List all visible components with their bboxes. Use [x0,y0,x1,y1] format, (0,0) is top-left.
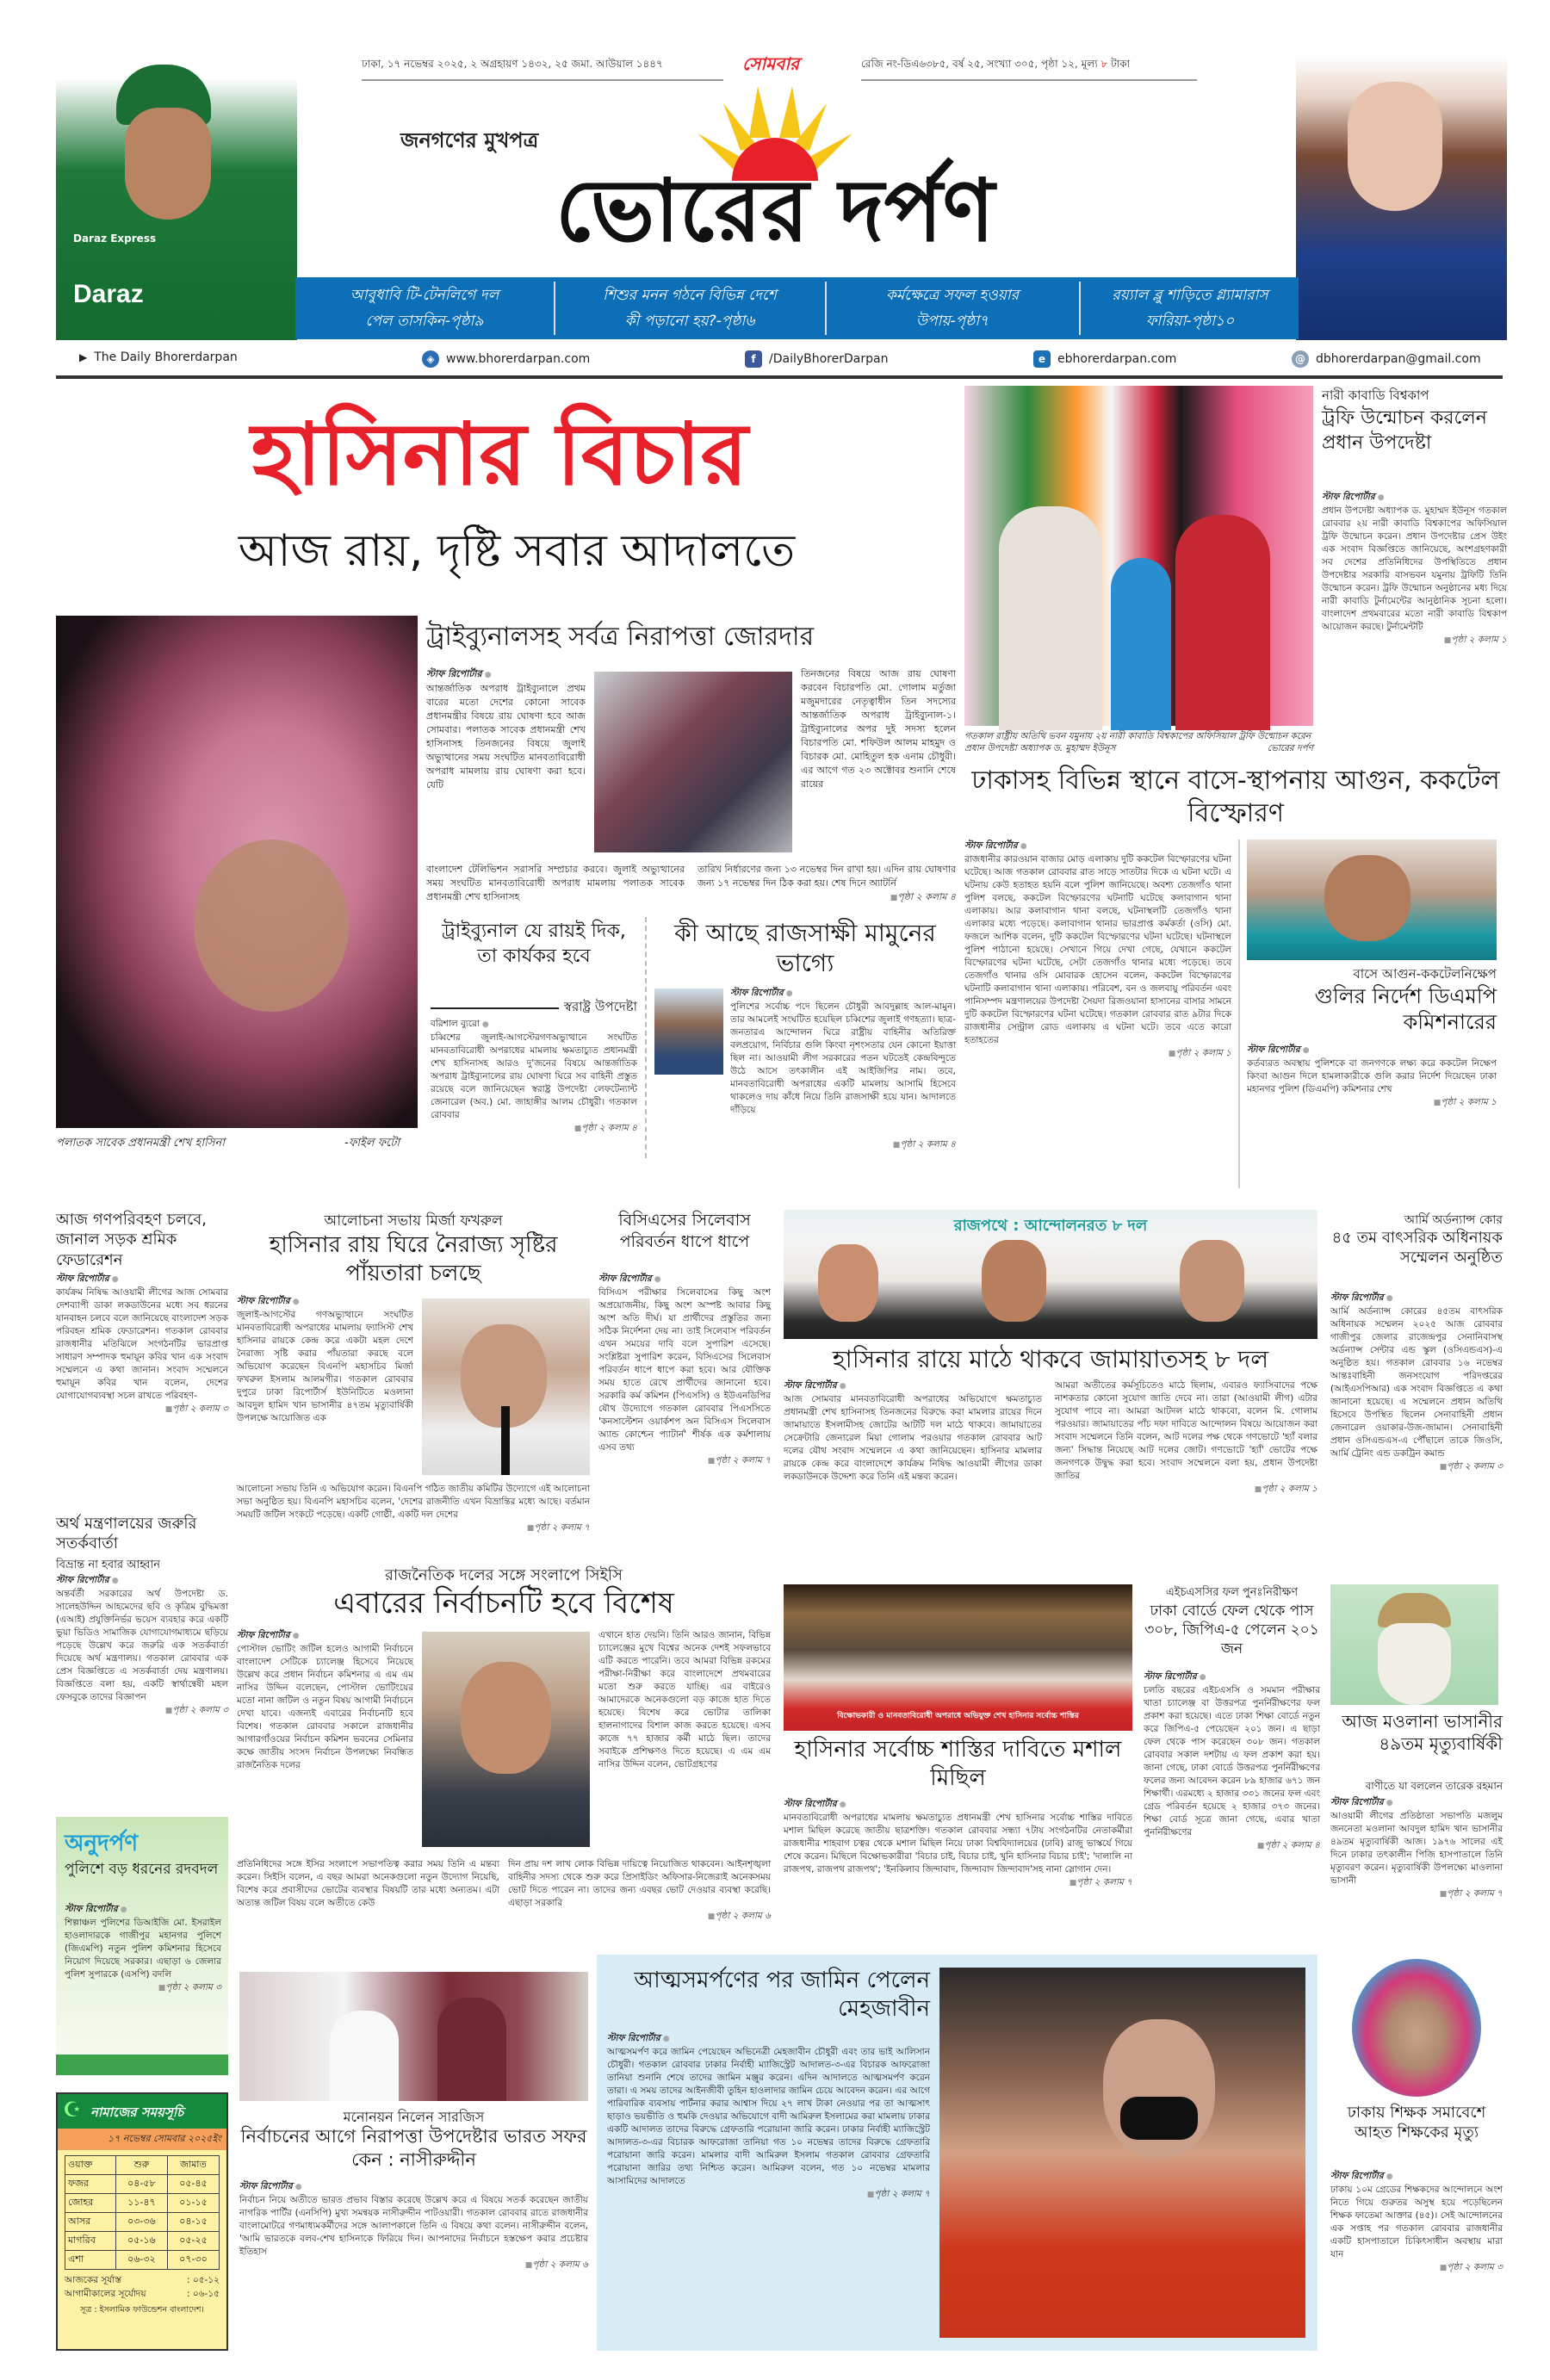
continued-link[interactable]: ■ পৃষ্ঠা ২ কলাম ১ [964,1047,1231,1061]
continued-link[interactable]: ■ পৃষ্ঠা ২ কলাম ৬ [508,1910,771,1924]
bcs-headline[interactable]: বিসিএসের সিলেবাস পরিবর্তন ধাপে ধাপে [618,1211,751,1251]
jamat-time: ০৫-৪৫ [167,2175,219,2194]
byline: স্টাফ রিপোর্টার ● [1330,1292,1503,1305]
election-bottom-right [508,1858,771,1936]
byline: স্টাফ রিপোর্টার ● [1144,1670,1320,1684]
email-icon: @ [1292,350,1309,368]
column-divider [1238,840,1240,1188]
lead-subhead: আজ রায়, দৃষ্টি সবার আদালতে [238,525,796,577]
caption-text: গতকাল রাষ্ট্রীয় অতিথি ভবন যমুনায় ২য় নারী কাবাডি বিশ্বকাপের অফিসিয়াল ট্রফি উন্মোচন করেন প্রধান উপদেষ্টা অধ্যাপক ড. মুহাম্মদ ইউনূস [964,731,1311,753]
security-col2 [801,667,956,861]
teaser-line: রয়্যাল ব্লু শাড়িতে গ্ল্যামারাস [1112,287,1268,304]
election-col1 [237,1629,413,1853]
byline: স্টাফ রিপোর্টার ● [1247,1044,1497,1057]
kabaddi-kicker: নারী কাবাডি বিশ্বকাপ [1322,387,1429,403]
arson-headline[interactable]: ঢাকাসহ বিভিন্ন স্থানে বাসে-স্থাপনায় আগুন, ককটেল বিস্ফোরণ [971,765,1500,828]
contact-facebook-text: /DailyBhorerDarpan [769,352,889,366]
hasina-photo-caption: পলাতক সাবেক প্রধানমন্ত্রী শেখ হাসিনা [56,1137,225,1150]
nasir-headline[interactable]: নির্বাচনের আগে নিরাপত্তা উপদেষ্টার ভারত সফর কেন : নাসীরুদ্দীন [240,2126,587,2171]
election-headline[interactable]: এবারের নির্বাচনটি হবে বিশেষ [333,1586,674,1621]
sarjis-nomination-photo [239,1972,588,2101]
contact-web-text: www.bhorerdarpan.com [446,352,591,366]
masthead-rule [56,375,1503,379]
jamat-time: ০১-১৫ [167,2194,219,2213]
hasina-photo [56,616,418,1128]
tribunal-body [431,1018,637,1156]
start-time: ০৪-৫৮ [115,2175,167,2194]
namaz-title: নামাজের সময়সূচি [90,2104,184,2120]
byline: স্টাফ রিপোর্টার ● [56,1574,228,1588]
kabaddi-headline[interactable]: ট্রফি উন্মোচন করলেন প্রধান উপদেষ্টা [1322,407,1487,454]
sunset-row [65,2273,220,2287]
continued-link[interactable]: ■ পৃষ্ঠা ২ কলাম ৩ [1330,2261,1503,2275]
mamun-headline[interactable]: কী আছে রাজসাক্ষী মামুনের ভাগ্যে [674,919,936,977]
byline: স্টাফ রিপোর্টার ● [730,987,956,1001]
namaz-source: সূত্র : ইসলামিক ফাউন্ডেশন বাংলাদেশ। [80,2305,204,2315]
fakhrul-body-bottom [237,1483,590,1552]
mehazabien-box [597,1955,1318,2351]
attribution-rule [431,1007,559,1009]
column-header: জামাত [167,2156,219,2175]
tribunal-headline[interactable]: ট্রাইব্যুনাল যে রায়ই দিক, তা কার্যকর হবে [442,920,626,967]
teaser-line: কী পড়ানো হয়?-পৃষ্ঠা৬ [624,313,755,330]
dmp-kicker: বাসে আগুন-ককটেলনিক্ষেপ [1353,966,1497,982]
transport-body [56,1273,228,1505]
article-text: আর্মি অর্ডন্যান্স কোরের ৪৫তম বাৎসরিক অধিনায়ক সম্মেলন ২০২৫ আজ রোববার গাজীপুর জেলার রাজেন্দ্রপুর সেনানিবাসস্থ অর্ডন্যান্স সেন্টার এন্ড স্কুল (ওসিএন্ডএস)-এ অনুষ্ঠিত হয়। গতকাল রোববার ১৬ নভেম্বর আন্তঃবাহিনী জনসংযোগ পরিদপ্তরের (আইএসপিআর) এক সংবাদ বিজ্ঞপ্তিতে এ কথা জানানো হয়েছে। এ সম্মেলনে প্রধান অতিথি হিসেবে উপস্থিত ছিলেন সেনাবাহিনী প্রধান জেনারেল ওয়াকার-উজ-জামান। সেনাবাহিনী প্রধান ওসিএন্ডএস-এ পৌঁছালে তাকে জিওসি, আর্মি ট্রেনিং এন্ড ডকট্রিন কমান্ড [1330,1306,1503,1459]
bhashani-portrait [1330,1584,1498,1705]
banner-text: বিক্ষোভকারী ও মানবতাবিরোধী অপরাধে অভিযুক্ত শেখ হাসিনার সর্বোচ্চ শাস্তির [837,1712,1079,1720]
mehazabien-headline[interactable]: আত্মসমর্পণের পর জামিন পেলেন মেহজাবীন [634,1968,930,2022]
byline: স্টাফ রিপোর্টার ● [65,1903,221,1917]
namaz-row [65,2213,220,2232]
article-text: কার্যক্রম নিষিদ্ধ আওয়ামী লীগের আজ সোমবার দেশব্যাপী ডাকা লকডাউনের মধ্যে সব ধরনের যানবাহন চলবে বলে জানিয়েছে বাংলাদেশ সড়ক পরিবহন শ্রমিক ফেডারেশন। গতকাল রোববার রাজধানীর মতিঝিলে সংগঠনটির ভারপ্রাপ্ত সাধারণ সম্পাদক হুমায়ূন কবির খান এক সংবাদ সম্মেলনে এ কথা জানান। সংবাদ সম্মেলনে হুমায়ূন কবির খান বলেন, দেশের যোগাযোগব্যবস্থা সচল রাখতে পরিবহণ- [56,1287,228,1401]
finance-headline[interactable]: অর্থ মন্ত্রণালয়ের জরুরি সতর্কবার্তা [56,1515,197,1553]
namaz-row [65,2175,220,2194]
namaz-row [65,2251,220,2270]
face-shape [125,108,211,220]
facebook-icon: f [745,350,762,368]
attribution-text: স্বরাষ্ট্র উপদেষ্টা [563,999,637,1014]
dmp-headline[interactable]: গুলির নির্দেশ ডিএমপি কমিশনারের [1314,984,1497,1034]
face-shape [461,1662,551,1774]
banner-text: রাজপথে : আন্দোলনরত ৮ দল [953,1217,1148,1235]
tagline: জনগণের মুখপত্র [400,128,539,152]
fakhrul-body [237,1295,413,1480]
mamun-continued-row [654,1138,956,1152]
teaser-divider [825,282,827,335]
finance-subhead: বিভ্রান্ত না হবার আহ্বান [56,1559,160,1571]
person-shape [1111,558,1171,730]
article-text: চব্বিশের জুলাই-আগস্টেরগণঅভ্যুত্থানে সংঘটিত মানবতাবিরোধী অপরাধের মামলায় ক্ষমতাচ্যুত প্রধানমন্ত্রী শেখ হাসিনাসহ আরও দু'জনের বিষয়ে আন্তর্জাতিক অপরাধ ট্রাইব্যুনালের রায় ঘোষণা ঘিরে সব বাহিনী প্রস্তুত রয়েছে বলে জানিয়েছেন স্বরাষ্ট্র উপদেষ্টা লেফটেন্যান্ট জেনারেল (অব.) মো. জাহাঙ্গীর আলম চৌধুরী। গতকাল রোববার [431,1032,637,1120]
teaser-line: শিশুর মনন গঠনে বিভিন্ন দেশে [603,287,777,304]
article-text: শিল্পাঞ্চল পুলিশের ডিআইজি মো. ইসরাইল হাওলাদারকে গাজীপুর মহানগর পুলিশে (জিএমপি) নতুন পুলিশ কমিশনার হিসেবে নিয়োগ দিয়েছে সরকার। এছাড়া ৬ জেলার পুলিশ সুপারকে (এসপি) বদলি [65,1918,221,1980]
continued-link[interactable]: ■ পৃষ্ঠা ২ কলাম ৭ [784,1876,1132,1890]
column-divider [645,917,647,1158]
election-kicker: রাজনৈতিক দলের সঙ্গে সংলাপে সিইসি [385,1566,623,1584]
continued-link[interactable]: ■ পৃষ্ঠা ২ কলাম ৬ [239,2259,588,2272]
continued-link[interactable]: ■ পৃষ্ঠা ২ কলাম ১ [1322,634,1507,648]
byline: স্টাফ রিপোর্টার ● [237,1629,413,1643]
byline: স্টাফ রিপোর্টার ● [784,1798,1132,1812]
article-text: তারিখ নির্ধারণের জন্য ১৩ নভেম্বর দিন রাখা হয়। এদিন রায় ঘোষণার জন্য ১৭ নভেম্বর দিন ঠিক করা হয়। শেষ দিনে অ্যাটর্নি [698,864,956,889]
person-shape [818,1244,878,1322]
continued-link[interactable]: ■ পৃষ্ঠা ২ কলাম ১ [1247,1096,1497,1110]
namaz-date: ১৭ নভেম্বর সোমবার ২০২৫ইং [58,2129,226,2150]
epaper-icon: e [1033,350,1051,368]
kabaddi-photo-caption [964,730,1313,754]
article-text: বিসিএস পরীক্ষার সিলেবাসের কিছু অংশ অপ্রয়োজনীয়, কিছু অংশ অস্পষ্ট আবার কিছু অংশ অতি দীর্ঘ। যা প্রার্থীদের প্রস্তুতির জন্য সঠিক নির্দেশনা দেয় না। তাই সিলেবাস পরিবর্তন এখন সময়ের দাবি বলে সুপারিশ এসেছে। সংশ্লিষ্টরা সুপারিশ করেন, বিসিএসের সিলেবাস পরিবর্তন ধাপে ধাপে করা হবে। আর যৌক্তিক সময় হাতে রেখে প্রার্থীদের জানানো হবে। সরকারি কর্ম কমিশন (পিএসসি) ও ইউএনডিপির যৌথ উদ্যোগে গতকাল রোববার পিএসসিতে 'কনসাল্টেশন ওয়ার্কশপ অন বিসিএস সিলেবাস অ্যান্ড কোশ্চেন প্যাটার্ন' শীর্ষক এক কর্মশালায় এসব তথ্য [598,1287,771,1453]
sunset-label: আজকের সূর্যাস্ত [65,2275,121,2285]
article-text: পোস্টাল ভোটিং জটিল হলেও আগামী নির্বাচনে বাংলাদেশ সেটিকে চ্যালেঞ্জ হিসেবে নিয়েছে উল্লেখ করে প্রধান নির্বাচন কমিশনার এ এম এম নাসির উদ্দিন বলেছেন, পোস্টাল ভোটিংয়ের মতো নানা জটিল ও নতুন বিষয় আগামী নির্বাচনে দেখা যাবে। এজন্যই এবারের নির্বাচনটি হবে বিশেষ। গতকাল রোববার সকালে রাজধানীর আগারগাঁওয়ের নির্বাচন কমিশন ভবনের সেমিনার কক্ষে জাতীয় সংসদ নির্বাচন উপলক্ষ্যে নিবন্ধিত রাজনৈতিক দলের [237,1644,413,1770]
photo-credit: ভোরের দর্পণ [1267,743,1313,753]
person-shape [330,2011,399,2101]
jamaat-press-photo [784,1210,1318,1339]
teacher-portrait [1352,1959,1481,2097]
contact-name [79,350,238,364]
article-text: আন্তর্জাতিক অপরাধ ট্রাইব্যুনালে প্রথম বারের মতো দেশের কোনো সাবেক প্রধানমন্ত্রীর বিষয়ে রায় ঘোষণা হবে আজ সোমবার। পলাতক সাবেক প্রধানমন্ত্রী শেখ হাসিনাসহ তিনজনের বিষয়ে জুলাই অভ্যুত্থানের সময় সংঘটিত মানবতাবিরোধী অপরাধ মামলায় রায় ঘোষণা করা হবে। যেটি [426,683,586,790]
start-time: ০৫-১৬ [115,2232,167,2251]
bhashani-headline[interactable]: আজ মওলানা ভাসানীর ৪৯তম মৃত্যুবার্ষিকী [1342,1711,1503,1754]
masthead-ad-actress[interactable] [1296,56,1507,340]
price: ৮ [1100,58,1108,70]
person-shape [1180,1240,1244,1322]
fakhrul-headline[interactable]: হাসিনার রায় ঘিরে নৈরাজ্য সৃষ্টির পাঁয়তারা চলছে [269,1232,558,1286]
teaser-bar [295,277,1299,339]
article-text: জুলাই-আগস্টের গণঅভ্যুত্থানে সংঘটিত মানবতাবিরোধী অপরাধের মামলায় ফ্যাসিস্ট শেখ হাসিনার রায়কে কেন্দ্র করে একটা মহল দেশে নৈরাজ্য সৃষ্টি করার পাঁয়তারা করছে বলে অভিযোগ করেছেন বিএনপি মহাসচিব মির্জা ফখরুল ইসলাম আলমগীর। গতকাল রোববার দুপুরে ঢাকা রিপোর্টার্স ইউনিটিতে মওলানা আবদুল হামিদ খান ভাসানীর ৪৭তম মৃত্যুবার্ষিকী উপলক্ষে আয়োজিত এক [237,1310,413,1423]
masthead-ad-cricketer[interactable] [56,56,297,340]
lead-headline[interactable]: হাসিনার বিচার [251,404,748,505]
continued-link[interactable]: ■ পৃষ্ঠা ২ কলাম ৭ [607,2188,930,2202]
person-shape [999,506,1102,730]
hsc-kicker: এইচএসসির ফল পুনঃনিরীক্ষণ [1165,1586,1299,1599]
contact-website[interactable] [422,350,590,368]
bhashani-subhead: বাণীতে যা বললেন তারেক রহমান [1365,1780,1503,1792]
byline: স্টাফ রিপোর্টার ● [598,1273,771,1286]
byline: স্টাফ রিপোর্টার ● [607,2032,930,2046]
article-text: প্রধান উপদেষ্টা অধ্যাপক ড. মুহাম্মদ ইউনূস গতকাল রোববার ২য় নারী কাবাডি বিশ্বকাপের অফিসিয়াল ট্রফি উন্মোচন করেন। প্রধান উপদেষ্টার প্রেস উইং এক সংবাদ বিজ্ঞপ্তিতে জানিয়েছে, অংশগ্রহণকারী সব দেশের প্রতিনিধিদের উপস্থিতিতে প্রধান উপদেষ্টার সরকারি বাসভবন যমুনায় ট্রফিটি তিনি উন্মোচন করেন। ট্রফি উন্মোচন অনুষ্ঠানের মধ্য দিয়ে নারী কাবাডি টুর্নামেন্টের আনুষ্ঠানিক সূচনা হলো। বাংলাদেশ প্রথমবারের মতো নারী কাবাডি বিশ্বকাপ আয়োজন করছে। টুর্নামেন্টটি [1322,505,1507,632]
byline: বরিশাল ব্যুরো ● [431,1018,637,1032]
anudarpan-logo: অনুদর্পণ [65,1831,139,1856]
continued-link[interactable]: ■ পৃষ্ঠা ২ কলাম ৪ [1144,1839,1320,1853]
hsc-body [1144,1670,1320,1937]
dateline-right [861,57,1197,81]
article-text: দিন প্রায় দশ লাখ লোক বিভিন্ন দায়িত্বে নিয়োজিত থাকবেন। আইনশৃঙ্খলা বাহিনীর সদস্য থেকে শুরু করে প্রিসাইডিং অফিসার-নিজেরাই অনেকসময় ভোট দিতে পারেন না। তাদের জন্য এবছর ভোট দেওয়ার ব্যবস্থা করেছি। এছাড়া সরকারি [508,1859,771,1908]
election-col2 [598,1629,771,1853]
microphone-shape [501,1406,510,1475]
article-text: অন্তর্বর্তী সরকারের অর্থ উপদেষ্টা ড. সালেহউদ্দিন আহমেদের ছবি ও কৃত্রিম বুদ্ধিমত্তা (এআই) প্রযুক্তিনির্ভর ভয়েস ব্যবহার করে একটি ভুয়া ভিডিও সামাজিক যোগাযোগমাধ্যমে ছড়িয়ে পড়েছে উল্লেখ করে জরুরি এক সতর্কবার্তা দিয়েছে অর্থ মন্ত্রণালয়। গতকাল রোববার এক প্রেস বিজ্ঞপ্তিতে এ সতর্কবার্তা দেয় মন্ত্রণালয়। বিজ্ঞপ্তিতে বলা হয়, একটি স্বার্থান্বেষী মহল ফেসবুকে তাদের বিজ্ঞাপন [56,1589,228,1702]
namaz-table-wrap [58,2150,226,2270]
security-bottom-left: বাংলাদেশ টেলিভিশন সরাসরি সম্প্রচার করবে। জুলাই অভ্যুত্থানের সময় সংঘটিত মানবতাবিরোধী অপরাধ মামলায় পলাতক সাবেক প্রধানমন্ত্রী শেখ হাসিনাসহ [426,864,685,902]
article-text: পুলিশের সর্বোচ্চ পদে ছিলেন চৌধুরী আবদুল্লাহ আল-মামুন। তার আমলেই সংঘটিত হয়েছিল চব্বিশের জুলাই গণহত্যা। ছাত্র-জনতারএ আন্দোলন ঘিরে রাষ্ট্রীয় বাহিনীর অতিরিক্ত বলপ্রয়োগ, নির্বিচার গুলি কিংবা নৃশংসতার যেন কোনো ইয়াত্তা ছিল না। আওয়ামী লীগ সরকারের পতন ঘটতেই কেন্দ্রবিন্দুতে উঠে আসে তৎকালীন এই আইজিপির নাম। তবে, মানবতাবিরোধী অপরাধের একটি মামলায় আসামি হিসেবে থাকলেও দায় কাঁধে নিয়ে তিনি রাজসাক্ষী হয়ে যান। আদালতে দাঁড়িয়ে [730,1001,956,1115]
byline: স্টাফ রিপোর্টার ● [56,1273,228,1286]
byline: স্টাফ রিপোর্টার ● [964,840,1231,853]
security-forces-photo [594,672,792,852]
prayer-name: এশা [65,2251,116,2270]
jamat-time: ০৪-১৫ [167,2213,219,2232]
day-label: সোমবার [742,53,800,74]
hsc-headline[interactable]: ঢাকা বোর্ডে ফেল থেকে পাস ৩০৮, জিপিএ-৫ পেলেন ২০১ জন [1144,1602,1319,1658]
torch-body [784,1798,1132,1936]
kabaddi-body [1322,491,1507,753]
teaser-divider [1079,282,1081,335]
army-body [1330,1292,1503,1576]
column-header: ওয়াক্ত [65,2156,116,2175]
person-shape [1175,515,1270,730]
beard-shape [1378,1623,1451,1705]
currency: টাকা [1111,58,1131,70]
election-bottom-left: প্রতিনিধিদের সঙ্গে ইসির সংলাপে সভাপতিত্ব করার সময় তিনি এ মন্তব্য করেন। সিইসি বলেন, এ বছর আমরা অনেকগুলো নতুন উদ্যোগ নিয়েছি, বিশেষ করে প্রবাসীদের ভোটের ব্যবস্থার বিষয়টি তার মধ্যে অন্যতম। এটা অত্যন্ত জটিল বিষয় বলে অতীতে কেউ [237,1859,499,1908]
teaser-item[interactable] [832,282,1073,334]
teaser-line: কর্মক্ষেত্রে সফল হওয়ার [885,287,1020,304]
article-text: আত্মসমর্পণ করে জামিন পেয়েছেন অভিনেত্রী মেহজাবীন চৌধুরী এবং তার ভাই আলিসান চৌধুরী। গতকাল রোববার ঢাকার নির্বাহী ম্যাজিস্ট্রেট আদালত-৩-এর বিচারক আফরোজা তানিয়া শুনানি শেষে তাদের জামিন মঞ্জুর করেন। এদিন আদালতে আত্মসমর্পণ করেন তারা। এ সময় তাদের আইনজীবী তুহিন হাওলাদার জামিন চেয়ে আবেদন করেন। এর আগে পারিবারিক ব্যবসায় পার্টনার করার আশ্বাস দিয়ে ২৭ লাখ টাকা নেওয়ার পর তা আত্মসাৎ ছাড়াও ভয়ভীতি ও হুমকি দেওয়ার অভিযোগে বাদী আমিরুল ইসলামের করা মামলায় ঢাকার একটি আদালত তাদের বিরুদ্ধে গ্রেফতারি পরোয়ানা জারি করেন। ঢাকার নির্বাহী ম্যাজিস্ট্রেট আদালত-৩-এর বিচারক আফরোজা তানিয়া গত ১০ নভেম্বর তাদের বিরুদ্ধে গ্রেফতারি পরোয়ানা জারি করেন। মামলার বাদী আমিরুল ইসলাম গতকাল রোববার গ্রেফতারি পরোয়ানা জারির তথ্য নিশ্চিত করেন। আমিরুল বলেন, গত ১০ নভেম্বর মামলার আসামিদের আদালতে [607,2047,930,2186]
security-headline[interactable]: ট্রাইব্যুনালসহ সর্বত্র নিরাপত্তা জোরদার [426,622,815,652]
article-text: আলোচনা সভায় তিনি এ অভিযোগ করেন। বিএনপি গঠিত জাতীয় কমিটির উদ্যোগে এই আলোচনা সভা অনুষ্ঠিত হয়। বিএনপি মহাসচিব বলেন, 'দেশের রাজনীতি এখন বিভ্রান্তির মধ্যে আছে। বর্তমান সময়টি জটিল সংকটে পড়েছে। একটি গোষ্ঠী, একটি দল দেশের [237,1484,590,1520]
byline: স্টাফ রিপোর্টার ● [784,1379,1042,1393]
teacher-body [1330,2170,1503,2351]
continued-link[interactable]: ■ পৃষ্ঠা ২ কলাম ৪ [698,890,956,905]
daraz-express-label: Daraz Express [73,232,157,245]
article-text: নির্বাচন নিয়ে অতীতে ভারত প্রভাব বিস্তার করেছে উল্লেখ করে এ বিষয়ে সতর্ক করেছেন জাতীয় নাগরিক পার্টির (এনসিপি) মুখ্য সমন্বয়ক নাসীরুদ্দীন পাটওয়ারী। গতকাল রোববার রাতে রাজধানীর বাংলামোটরে গণমাধ্যমকর্মীদের সঙ্গে আলাপকালে তিনি এ বিষয়ে কথা বলেন। নাসীরুদ্দীন বলেন, 'আমি ভারতকে বলব-শেখ হাসিনাকে ফিরিয়ে দিন। আপনাদের নির্বাচনে হস্তক্ষেপ করার প্রচেষ্টার ইতিহাস [239,2195,588,2257]
nasir-body [239,2180,588,2352]
byline: স্টাফ রিপোর্টার ● [237,1295,413,1309]
continued-link[interactable]: ■ পৃষ্ঠা ২ কলাম ৩ [65,1981,221,1995]
prayer-name: ফজর [65,2175,116,2194]
byline: স্টাফ রিপোর্টার ● [239,2180,588,2194]
contact-name-text: The Daily Bhorerdarpan [94,350,238,364]
namaz-header-row [65,2156,220,2175]
sunrise-time: : ০৬-১৫ [187,2289,220,2299]
teacher-headline[interactable]: ঢাকায় শিক্ষক সমাবেশে আহত শিক্ষকের মৃত্যু [1347,2104,1486,2142]
teaser-line: পেল তাসকিন-পৃষ্ঠা৯ [365,313,484,330]
contact-email-text: dbhorerdarpan@gmail.com [1316,352,1481,366]
hasina-photo-credit: -ফাইল ফটো [344,1137,400,1150]
teaser-item[interactable] [561,282,819,334]
face-shape [1324,855,1410,941]
fakhrul-photo [422,1298,590,1475]
continued-link[interactable]: ■ পৃষ্ঠা ২ কলাম ৩ [1330,1460,1503,1474]
article-text: আজ সোমবার মানবতাবিরোধী অপরাধের অভিযোগে ক্ষমতাচ্যুত প্রধানমন্ত্রী শেখ হাসিনাসহ তিনজনের বিরুদ্ধে করা মামলার রায়ের দিনে জামায়াতে ইসলামীসহ জোটের আটটি দল মাঠে থাকবে। জামায়াতের সেক্রেটারি জেনারেল মিয়া গোলাম পরওয়ার গতকাল রোববার আট দলের যৌথ সংবাদ সম্মেলনে এ কথা জানিয়েছেন। হাসিনার মামলার রায়কে কেন্দ্র করে বাংলাদেশে কার্যক্রম নিষিদ্ধ আওয়ামী লীগের ডাকা লকডাউনকে উদ্দেশ্য করে তিনি এই মন্তব্য করেন। [784,1394,1042,1482]
continued-link[interactable]: ■ পৃষ্ঠা ২ কলাম ৩ [56,1403,228,1416]
person-shape [437,1998,506,2101]
prayer-name: আসর [65,2213,116,2232]
mask-shape [1120,2097,1198,2140]
mehazabien-body [607,2032,930,2342]
continued-link[interactable]: ■ পৃষ্ঠা ২ কলাম ৭ [598,1454,771,1468]
dmp-commissioner-photo [1247,840,1497,960]
transport-headline[interactable]: আজ গণপরিবহণ চলবে, জানাল সড়ক শ্রমিক ফেডারেশন [56,1211,207,1269]
namaz-row [65,2232,220,2251]
jamaat-headline[interactable]: হাসিনার রায়ে মাঠে থাকবে জামায়াতসহ ৮ দল [832,1345,1269,1373]
contact-facebook[interactable] [745,350,888,368]
mamun-photo [654,989,723,1075]
article-text: আমরা অতীতের কর্মসূচিতেও মাঠে ছিলাম, এবারও ফ্যাসিবাদের পক্ষে নাশকতার কোনো সুযোগ জাতি দেবে না। তারা (আওয়ামী লীগ) এটার সুযোগ পাবে না। আমরা আটদল মাঠে থাকবো, বলেন মি. গোলাম পরওয়ার। জামায়াতের পাঁচ দফা দাবিতে আন্দোলন বিষয়ে আয়োজন করা সংবাদ সম্মেলনে তিনি বলেন, আট দলের পক্ষ থেকে গণভোটে 'হ্যাঁ বলার জন্য' সিদ্ধান্ত নিয়েছে আট দলের জোট। গণভোটে 'হ্যাঁ' ভোটের পক্ষে জনগণকে উদ্বুদ্ধ করা হবে। সংবাদ সম্মেলনে বলা হয়, প্রধান উপদেষ্টা জাতির [1055,1380,1318,1481]
article-text: ঢাকায় ১০ম গ্রেডের শিক্ষকদের আন্দোলনে অংশ নিতে গিয়ে গুরুতর অসুস্থ হয়ে পড়েছিলেন শিক্ষক ফাতেমা আক্তার (৪৫)। সেই আন্দোলনের এক সপ্তাহ পর গতকাল রোববার রাজধানীর একটি হাসপাতালে চিকিৎসাধীন অবস্থায় মারা যান [1330,2185,1503,2259]
army-kicker: আর্মি অর্ডন্যান্স কোর [1404,1213,1503,1227]
start-time: ১১-৪৭ [115,2194,167,2213]
byline: স্টাফ রিপোর্টার ● [1330,1796,1503,1810]
article-text: রাজধানীর কারওয়ান বাজার মোড় এলাকায় দুটি ককটেল বিস্ফোরণের ঘটনা ঘটেছে। আজ গতকাল রোববার রাত সাড়ে সাতটার দিকে এ ঘটনা ঘটে। এ ঘটনায় কেউ হতাহত হয়নি বলে পুলিশ জানিয়েছে। অবশ্য তেজগাঁও থানা পুলিশ বলছে, ককটেল বিস্ফোরণের ঘটনাটি ঘটেছে কলাবাগান থানা এলাকায়। আর কলাবাগান থানা বলছে, ঘটনাস্থলটি তেজগাঁও থানা এলাকার মধ্যে পড়েছে। কলাবাগান থানার ভারপ্রাপ্ত কর্মকর্তা (ওসি) মো. ফজলে আশিক বলেন, দুটি ককটেল বিস্ফোরণের ঘটনা ঘটেছে। ঘটনাস্থলে পুলিশ পাঠানো হয়েছে। সেখানে গিয়ে দেখা গেছে, যেখানে ককটেল বিস্ফোরণের ঘটনা ঘটেছে, সেটা তেজগাঁও থানার মধ্যে পড়েছে। তবে তেজগাঁও থানার ওসি মোবারক হোসেন বলেন, ককটেল বিস্ফোরণের ঘটনাটি কলাবাগান থানা এলাকায়। পরিবেশ, বন ও জলবায়ু পরিবর্তন এবং পানিসম্পদ মন্ত্রণালয়ের উপদেষ্টা সৈয়দা রিজওয়ানা হাসানের বাসার সামনে দুটি ককটেল বিস্ফোরণের ঘটনা ঘটেছে। গতকাল রোববার রাত ৯টার দিকে রাজধানীর সেন্ট্রাল রোড এলাকায় এ ঘটনা ঘটে। তবে এতে কারো হতাহতের [964,854,1231,1045]
registration-info: রেজি নং-ডিএ৬৩৮৫, বর্ষ ২৫, সংখ্যা ৩০৫, পৃষ্ঠা ১২, মূল্য [861,58,1098,70]
torch-headline[interactable]: হাসিনার সর্বোচ্চ শাস্তির দাবিতে মশাল মিছিল [794,1737,1122,1791]
article-text: এখানে হাত দেয়নি। তিনি আরও জানান, বিভিন্ন চ্যালেঞ্জের মুখে বিশ্বের অনেক দেশই সফলভাবে এটি করতে পারেনি। তবে আমরা বিভিন্ন রকমের পরীক্ষা-নিরীক্ষা করে বাংলাদেশে প্রথমবারের মতো শুরু করতে যাচ্ছি। এর বাইরেও আমাদেরকে অনেকগুলো বড় কাজে হাত দিতে হয়েছে। বিশেষ করে ভোটার তালিকা হালনাগাদের বিশাল কাজ করতে হয়েছে। এসব কাজে ৭৭ হাজার কর্মী মাঠে ছিল। তাদের সবাইকে প্রশিক্ষণও দিতে হয়েছে। এ এম এম নাসির উদ্দিন বলেন, ভোটগ্রহণের [598,1630,771,1770]
prayer-name: জোহর [65,2194,116,2213]
continued-link[interactable]: ■ পৃষ্ঠা ২ কলাম ৪ [431,1122,637,1136]
jamaat-col1 [784,1379,1042,1552]
sunrise-label: আগামীকালের সূর্যোদয় [65,2289,146,2299]
security-bottom-right [698,863,956,910]
teaser-divider [554,282,555,335]
nasir-kicker: মনোনয়ন নিলেন সারজিস [343,2109,485,2125]
byline: স্টাফ রিপোর্টার ● [426,667,586,682]
contact-epaper-text: ebhorerdarpan.com [1057,352,1177,366]
namaz-header [58,2094,226,2129]
anudarpan-box [56,1817,228,2075]
security-col1 [426,667,586,861]
contact-epaper[interactable] [1033,350,1176,368]
face-shape [1348,82,1442,211]
tribunal-attribution [431,997,637,1019]
arson-body [964,840,1231,1191]
article-text: তিনজনের বিষয়ে আজ রায় ঘোষণা করবেন বিচারপতি মো. গোলাম মর্তুজা মজুমদারের নেতৃত্বাধীন তিন সদস্যের আন্তর্জাতিক অপরাধ ট্রাইব্যুনাল-১। ট্রাইব্যুনালের অপর দুই সদস্য হলেন বিচারপতি মো. শফিউল আলম মাহমুদ ও বিচারক মো. মোহিতুল হক এনাম চৌধুরী। এর আগে গত ২৩ অক্টোবর শুনানি শেষে রায়ের [801,668,956,790]
prayer-name: মাগরিব [65,2232,116,2251]
finance-body [56,1574,228,1807]
article-text: মানবতাবিরোধী অপরাধের মামলায় ক্ষমতাচ্যুত প্রধানমন্ত্রী শেখ হাসিনার সর্বোচ্চ শাস্তির দাবিতে মশাল মিছিল করেছে জাতীয় ছাত্রশক্তি। গতকাল রোববার সন্ধ্যা ৭টায় সংগঠনটির নেতাকর্মীরা রাজধানীর শাহবাগ চত্বর থেকে মশাল মিছিল নিয়ে ঢাকা বিশ্ববিদ্যালয়ের (ঢাবি) রাজু ভাস্কর্যে গিয়ে শেষে করেন। মিছিলে বিক্ষোভকারীরা 'বিচার চাই, বিচার চাই, খুনি হাসিনার বিচার চাই'; 'দালালি না রাজপথ, রাজপথ রাজপথ'; 'ইনকিলাব জিন্দাবাদ, জিন্দাবাদ জিন্দাবাদ'সহ নানা স্লোগান দেন। [784,1813,1132,1875]
namaz-row [65,2194,220,2213]
face-shape [194,840,349,1012]
army-headline[interactable]: ৪৫ তম বাৎসরিক অধিনায়ক সম্মেলন অনুষ্ঠিত [1331,1229,1503,1267]
kabaddi-photo [964,386,1313,726]
mosque-icon: ☪ [63,2098,82,2122]
article-text: চলতি বছরের এইচএসসি ও সমমান পরীক্ষার খাতা চ্যালেঞ্জ বা উত্তরপত্র পুনর্নিরীক্ষণের ফল প্রকাশ করা হয়েছে। এতে ঢাকা শিক্ষা বোর্ডে নতুন করে জিপিএ-৫ পেয়েছেন ২০১ জন। এ ছাড়া ফেল থেকে পাস করেছেন ৩০৮ জন। গতকাল রোববার সকাল দশটায় এ ফল প্রকাশ করা হয়। জানা গেছে, ঢাকা বোর্ডে উত্তরপত্র পুনর্নিরীক্ষণের ফলের জন্য আবেদন করেন ৮৯ হাজার ৬৭১ জন শিক্ষার্থী। এরমধ্যে ২ হাজার ৩৩১ জনের ফল এবং গ্রেড পরিবর্তন হয়েছে ২ হাজার ৩৭৩ জনের। শিক্ষা বোর্ড সূত্রে জানা গেছে, এবার খাতা পুনর্নিরীক্ষণের [1144,1685,1320,1838]
daraz-logo: Daraz [73,280,144,308]
teaser-line: আবুধাবি টি-টেনলিগে দল [350,287,499,304]
globe-icon: ◈ [422,350,439,368]
fakhrul-kicker: আলোচনা সভায় মির্জা ফখরুল [324,1212,503,1230]
column-header: শুরু [115,2156,167,2175]
article-text: কর্তব্যরত অবস্থায় পুলিশকে বা জনগণকে লক্ষ্য করে ককটেল নিক্ষেপ কিংবা আগুন দিলে হামলাকারীকে গুলি করার নির্দেশ দিয়েছেন ঢাকা মহানগর পুলিশ (ডিএমপি) কমিশনার শেখ [1247,1058,1497,1094]
mamun-body [730,987,956,1115]
teaser-item[interactable] [300,282,549,334]
byline: স্টাফ রিপোর্টার ● [1330,2170,1503,2184]
person-shape [982,1240,1046,1322]
teaser-line: উপায়-পৃষ্ঠা৭ [915,313,989,330]
continued-link[interactable]: ■ পৃষ্ঠা ২ কলাম ৭ [237,1522,590,1535]
sunrise-row [65,2287,220,2301]
jamat-time: ০৫-২৫ [167,2232,219,2251]
anudarpan-headline[interactable]: পুলিশে বড় ধরনের রদবদল [65,1861,219,1878]
dateline-left: ঢাকা, ১৭ নভেম্বর ২০২৫, ২ অগ্রহায়ণ ১৪৩২, ২৫ জমা. আউয়াল ১৪৪৭ [362,57,723,81]
mehazabien-photo [939,1968,1305,2338]
dmp-body [1247,1044,1497,1190]
continued-link[interactable]: ■ পৃষ্ঠা ২ কলাম ৩ [56,1704,228,1718]
cec-photo [422,1632,590,1847]
contact-email[interactable] [1292,350,1481,368]
continued-link[interactable]: ■ পৃষ্ঠা ২ কলাম ১ [1055,1483,1318,1497]
teaser-item[interactable] [1086,282,1294,334]
sun-times [58,2270,226,2321]
continued-link[interactable]: ■ পৃষ্ঠা ২ কলাম ৪ [654,1138,956,1152]
sunset-time: : ০৫-১২ [187,2275,220,2285]
article-text: আওয়ামী লীগের প্রতিষ্ঠাতা সভাপতি মজলুম জননেতা মওলানা আবদুল হামিদ খান ভাসানীর ৪৯তম মৃত্যুবার্ষিকী আজ। ১৯৭৬ সালের এই দিনে ঢাকার তৎকালীন পিজি হাসপাতালে তিনি মৃত্যুবরণ করেন। মৃত্যুবার্ষিকী উপলক্ষ্যে মাওলানা ভাসানী [1330,1811,1503,1886]
teaser-line: ফারিয়া-পৃষ্ঠা১০ [1145,313,1235,330]
anudarpan-body [65,1903,221,2049]
continued-link[interactable]: ■ পৃষ্ঠা ২ কলাম ৭ [1330,1887,1503,1901]
start-time: ০৬-৩২ [115,2251,167,2270]
bcs-body [598,1273,771,1553]
jamat-time: ০৭-৩০ [167,2251,219,2270]
newspaper-title[interactable]: ভোরের দর্পণ [555,160,995,261]
byline: স্টাফ রিপোর্টার ● [1322,491,1507,505]
jamaat-col2 [1055,1379,1318,1552]
masthead [0,0,1550,344]
torch-rally-photo [784,1584,1132,1731]
cap-shape [1378,1593,1451,1627]
namaz-table [65,2155,220,2270]
start-time: ০৩-৩৬ [115,2213,167,2232]
namaz-schedule [56,2092,228,2351]
triangle-right-icon: ▶ [79,351,88,363]
bhashani-body [1330,1796,1503,1938]
